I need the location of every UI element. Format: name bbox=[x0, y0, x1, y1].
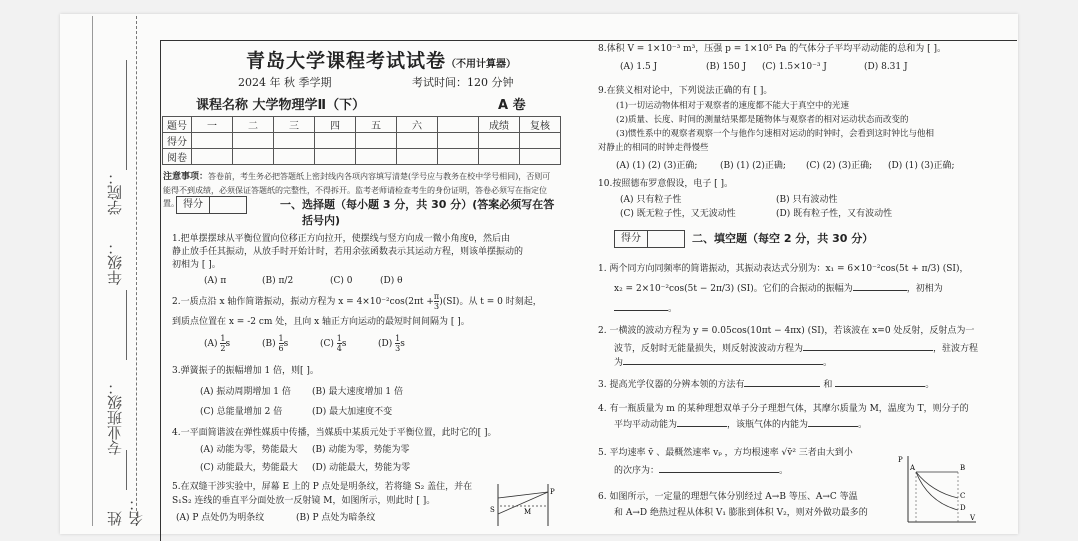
q4-text: 4.一平面简谐波在弹性媒质中传播，当媒质中某质元处于平衡位置，此时它的[ ]。 bbox=[172, 428, 497, 438]
duration: 考试时间：120 分钟 bbox=[412, 76, 514, 89]
q9-opt-d: (D) (1) (3)正确; bbox=[888, 161, 955, 171]
term: 2024 年 秋 季学期 bbox=[238, 76, 332, 89]
f2-line2: 波节，反射时无能量损失，则反射波波动方程为 ，驻波方程 bbox=[614, 344, 979, 354]
q9-text: 9.在狭义相对论中，下列说法正确的有 [ ]。 bbox=[598, 86, 773, 96]
q9-s3b: 对静止的相同的时钟走得慢些 bbox=[598, 143, 709, 153]
q4-opt-b: (B) 动能为零，势能为零 bbox=[312, 445, 410, 455]
svg-text:C: C bbox=[960, 492, 966, 500]
q2-opt-c: $(C) \frac{1}{4}$ s bbox=[320, 334, 347, 353]
q4-opt-d: (D) 动能最大，势能为零 bbox=[312, 463, 411, 473]
q8-opt-d: (D) 8.31 J bbox=[864, 62, 908, 72]
svg-text:P: P bbox=[898, 456, 903, 464]
svg-text:A: A bbox=[910, 464, 916, 472]
exam-title: 青岛大学课程考试试卷（不用计算器） bbox=[246, 50, 517, 72]
f3-blank1[interactable] bbox=[744, 386, 820, 387]
svg-text:M: M bbox=[524, 508, 532, 516]
q1-line3: 初相为 [ ]。 bbox=[172, 260, 221, 270]
q9-opt-b: (B) (1) (2)正确; bbox=[720, 161, 786, 171]
svg-text:V: V bbox=[970, 514, 976, 522]
f3-line: 3. 提高光学仪器的分辨本领的方法有 和 。 bbox=[598, 380, 935, 390]
section1-title-cont: 括号内) bbox=[302, 214, 341, 227]
q10-text: 10.按照德布罗意假设，电子 [ ]。 bbox=[598, 179, 734, 189]
score-table: 题号 一 二 三 四 五 六 成绩 复核 得分 阅卷 bbox=[162, 116, 561, 165]
f4-blank2[interactable] bbox=[808, 426, 858, 427]
svg-text:B: B bbox=[960, 464, 966, 472]
q8-text: 8.体积 V = 1×10⁻³ m³，压强 p = 1×10⁵ Pa 的气体分子平均平动动能的总和为 [ ]。 bbox=[598, 44, 946, 54]
q8-opt-c: (C) 1.5×10⁻³ J bbox=[762, 62, 827, 72]
q5-opt-a: (A) P 点处仍为明条纹 bbox=[176, 513, 265, 523]
course-name: 课程名称 大学物理学Ⅱ（下） bbox=[196, 98, 366, 113]
q2-opt-b: $(B) \frac{1}{6}$ s bbox=[262, 334, 289, 353]
f1-blank1[interactable] bbox=[853, 290, 907, 291]
f2-blank1[interactable] bbox=[803, 350, 933, 351]
q2-opt-d: $(D) \frac{1}{3}$ s bbox=[378, 334, 405, 353]
svg-text:S: S bbox=[490, 506, 495, 514]
section1-scorebox: 得分 bbox=[176, 196, 247, 214]
pv-diagram-figure bbox=[896, 452, 978, 526]
section2-scorebox: 得分 bbox=[614, 230, 685, 248]
name-label: 姓名： bbox=[106, 496, 145, 526]
q3-opt-d: (D) 最大加速度不变 bbox=[312, 407, 393, 417]
f6-line2: 和 A→D 绝热过程从体积 V₁ 膨胀到体积 V₂，则对外做功最多的 bbox=[614, 508, 868, 518]
f1-line2: x₂ = 2×10⁻²cos(5t − 2π/3) (SI)。它们的合振动的振幅为 ，初相为 bbox=[614, 284, 943, 294]
grade-label: 年级： bbox=[106, 240, 124, 285]
q10-opt-a: (A) 只有粒子性 bbox=[620, 195, 682, 205]
name-field[interactable] bbox=[126, 450, 127, 490]
q2-opt-a: $(A) \frac{1}{2}$ s bbox=[204, 334, 231, 353]
q3-opt-b: (B) 最大速度增加 1 倍 bbox=[312, 387, 403, 397]
notice: 注意事项：答卷前，考生务必把答题纸上密封线内各项内容填写清楚(学号应与教务在校中学号相同)，否则可能得不到成绩，必须保证答题纸的完整性，不得拆开。监考老师请检查考生的身份证明，答卷必须写在指定位置。 bbox=[163, 172, 551, 208]
f4-line1: 4. 有一瓶质量为 m 的某种理想双单子分子理想气体，其摩尔质量为 M，温度为 T，则分子的 bbox=[598, 404, 969, 414]
f3-blank2[interactable] bbox=[835, 386, 925, 387]
q9-s1: (1)一切运动物体相对于观察者的速度都不能大于真空中的光速 bbox=[616, 101, 850, 111]
q8-opt-a: (A) 1.5 J bbox=[620, 62, 658, 72]
paper-version: A 卷 bbox=[498, 98, 526, 113]
seal-line bbox=[136, 16, 137, 526]
f1-blank2[interactable] bbox=[614, 310, 668, 311]
f5-blank1[interactable] bbox=[659, 472, 779, 473]
svg-text:P: P bbox=[550, 488, 555, 496]
q9-s2: (2)质量、长度、时间的测量结果都是随物体与观察者的相对运动状态而改变的 bbox=[616, 115, 909, 125]
q2-line2: 到质点位置在 x = -2 cm 处，且向 x 轴正方向运动的最短时间间隔为 [ ]。 bbox=[172, 317, 470, 327]
svg-text:D: D bbox=[960, 504, 966, 512]
f2-line3: 为 。 bbox=[614, 358, 833, 368]
q3-opt-a: (A) 振动周期增加 1 倍 bbox=[200, 387, 291, 397]
q1-opt-c: (C) 0 bbox=[330, 276, 353, 286]
q8-opt-b: (B) 150 J bbox=[706, 62, 747, 72]
q1-line1: 1.把单摆摆球从平衡位置向位移正方向拉开，使摆线与竖方向成一微小角度θ，然后由 bbox=[172, 234, 511, 244]
f2-line1: 2. 一横波的波动方程为 y = 0.05cos(10πt − 4πx) (SI)，若该波在 x=0 处反射，反射点为一 bbox=[598, 326, 975, 336]
f4-line2: 平均平动动能为 ，该瓶气体的内能为 。 bbox=[614, 420, 868, 430]
q10-opt-c: (C) 既无粒子性，又无波动性 bbox=[620, 209, 736, 219]
q4-opt-c: (C) 动能最大，势能最大 bbox=[200, 463, 298, 473]
q5-line2: S₁S₂ 连线的垂直平分面处放一反射镜 M，如图所示，则此时 [ ]。 bbox=[172, 496, 436, 506]
f2-blank2[interactable] bbox=[623, 364, 823, 365]
section2-title: 二、填空题（每空 2 分，共 30 分） bbox=[692, 232, 874, 245]
q1-opt-a: (A) π bbox=[204, 276, 227, 286]
f4-blank1[interactable] bbox=[677, 426, 727, 427]
grade-field[interactable] bbox=[126, 290, 127, 360]
q9-opt-c: (C) (2) (3)正确; bbox=[806, 161, 873, 171]
college-label: 学院： bbox=[106, 170, 124, 215]
q3-text: 3.弹簧振子的振幅增加 1 倍，则[ ]。 bbox=[172, 366, 319, 376]
q1-line2: 静止放手任其振动，从放手时开始计时，若用余弦函数表示其运动方程，则该单摆振动的 bbox=[172, 247, 524, 257]
q10-opt-b: (B) 只有波动性 bbox=[776, 195, 838, 205]
f6-line1: 6. 如图所示，一定量的理想气体分别经过 A→B 等压、A→C 等温 bbox=[598, 492, 858, 502]
f5-line2: 的次序为： 。 bbox=[614, 466, 789, 476]
college-field[interactable] bbox=[126, 60, 127, 170]
q9-s3: (3)惯性系中的观察者观察一个与他作匀速相对运动的时钟时，会看到这时钟比与他相 bbox=[616, 129, 935, 139]
double-slit-figure bbox=[490, 484, 556, 526]
q5-opt-b: (B) P 点处为暗条纹 bbox=[296, 513, 376, 523]
f1-line1: 1. 两个同方向同频率的简谐振动，其振动表达式分别为：x₁ = 6×10⁻²cos(5t + π/3) (SI)， bbox=[598, 264, 969, 274]
f5-line1: 5. 平均速率 v̄ 、最概然速率 vₚ ，方均根速率 √v̄² 三者由大到小 bbox=[598, 448, 853, 458]
q5-line1: 5.在双缝干涉实验中，屏幕 E 上的 P 点处是明条纹，若将缝 S₂ 盖住，并在 bbox=[172, 482, 473, 492]
q1-opt-b: (B) π/2 bbox=[262, 276, 294, 286]
binding-line bbox=[92, 16, 93, 526]
section1-title: 一、选择题（每小题 3 分，共 30 分）(答案必须写在答 bbox=[280, 198, 555, 211]
q10-opt-d: (D) 既有粒子性，又有波动性 bbox=[776, 209, 893, 219]
q3-opt-c: (C) 总能量增加 2 倍 bbox=[200, 407, 283, 417]
q9-opt-a: (A) (1) (2) (3)正确; bbox=[616, 161, 698, 171]
q2-line1: 2.一质点沿 x 轴作简谐振动，振动方程为 $x = 4\times 10^{-2}\cos(2\pi t +\frac{\pi}{3}$ )(SI)。从 t = 0 时刻起， bbox=[172, 292, 542, 311]
f1-line3: 。 bbox=[614, 300, 677, 318]
major-label: 专业班级： bbox=[106, 380, 124, 455]
q4-opt-a: (A) 动能为零，势能最大 bbox=[200, 445, 298, 455]
q1-opt-d: (D) θ bbox=[380, 276, 403, 286]
